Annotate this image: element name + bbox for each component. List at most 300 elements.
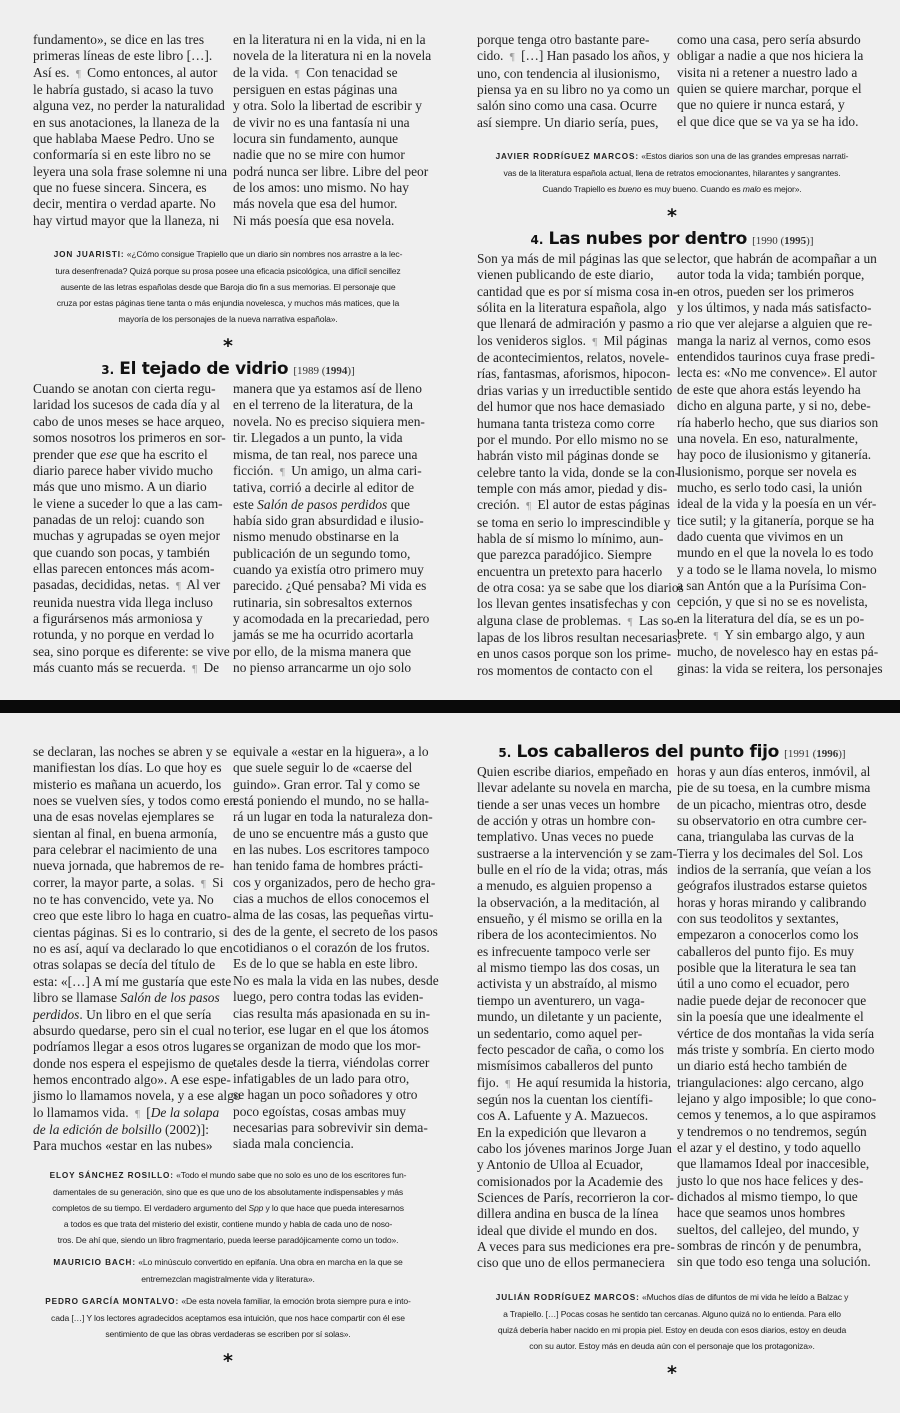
text-line: nadie puede dejar de reconocer que: [677, 992, 867, 1008]
spread-divider: [0, 700, 900, 713]
text-line: no pienso arrancarme un ojo solo: [233, 659, 412, 675]
top-spread: [0, 0, 900, 700]
text-line: hay virtud mayor que la llaneza, ni: [33, 212, 220, 228]
text-line: de este que ahora estás leyendo ha: [677, 381, 861, 397]
text-line: sin la poesía que une idealmente el: [677, 1009, 864, 1025]
text-column: [33, 744, 241, 1155]
text-line: han tenido fama de hombres prácti-: [233, 858, 423, 874]
text-line: vienen publicando de este diario,: [477, 267, 654, 283]
text-line: es infrecuente tampoco verle ser: [477, 943, 651, 959]
quote-text: «¿Cómo consigue Trapiello que un diario sin nombres nos arrastre a la lec-: [126, 249, 403, 260]
text-line: ros momentos de contacto con el: [477, 662, 653, 678]
text-line: cabo los jóvenes marinos Jorge Juan: [477, 1140, 672, 1156]
text-line: entendidos taurinos cuya frase predi-: [677, 349, 875, 365]
pilcrow-icon: ¶: [592, 335, 598, 348]
text-line: comisionados por la Academie des: [477, 1173, 663, 1189]
text-line: rías, fantasmas, aforismos, hipocon-: [477, 366, 671, 382]
text-line: rá un lugar en toda la naturaleza don-: [233, 809, 433, 825]
text-line: le viene a suceder lo que a las cam-: [33, 495, 223, 511]
bottom-left-page: [33, 744, 439, 1372]
text-line: sombras de rincón y de penumbra,: [677, 1237, 862, 1253]
text-line: útil a uno como el ecuador, pero: [677, 976, 850, 992]
text-column: [33, 381, 230, 677]
quote-author: JULIÁN RODRÍGUEZ MARCOS:: [495, 1292, 640, 1302]
text-line: donde nos espera el espejismo de que: [33, 1055, 234, 1071]
text-line: tativa, corrió a decirle al editor de: [233, 480, 415, 496]
pilcrow-icon: ¶: [134, 1107, 140, 1120]
text-line: alguna vez, no perder la naturalidad: [33, 98, 225, 114]
text-line: y los últimos, y nada más satisfacto-: [677, 300, 872, 316]
text-line: Ni más poesía que esa novela.: [233, 212, 395, 228]
text-line: caballeros del punto fijo. Es muy: [677, 943, 855, 959]
section-body: [477, 251, 883, 679]
text-line: ciso que uno de ellos permaneciera: [477, 1255, 665, 1271]
text-line: de acción y otras un hombre con-: [477, 813, 656, 829]
pilcrow-icon: ¶: [627, 615, 633, 628]
text-column: [233, 744, 439, 1155]
text-line: no es así, aquí va declarado lo que en: [33, 941, 233, 957]
text-line: jismo lo llamamos novela, y a ese algo: [33, 1088, 241, 1104]
text-column: [677, 251, 883, 679]
text-line: a figurársenos más armoniosa y: [33, 610, 203, 626]
quote-text: tura desenfrenada? Quizá porque su prosa posee una eficacia psicológica, una difícil sencillez: [55, 266, 401, 277]
section-title: Las nubes por dentro: [548, 229, 747, 250]
text-line: en las nubes. Los escritores tampoco: [233, 842, 430, 858]
text-line: del humor que nos hace demasiado: [477, 399, 665, 415]
text-line: cana, triangulaba las curvas de la: [677, 829, 854, 845]
text-line: equivale a «estar en la higuera», a lo: [233, 744, 429, 759]
text-line: poco egoístas, cosas ambas muy: [233, 1103, 406, 1119]
text-line: locura sin fundamento, aunque: [233, 131, 399, 147]
text-line: activista y un abstraído, al mismo: [477, 976, 657, 992]
text-line: ideal que divide el mundo en dos.: [477, 1222, 658, 1238]
section-title: El tejado de vidrio: [119, 359, 289, 380]
section-dates: [1989 (1994)]: [293, 365, 355, 378]
text-line: templativo. Unas veces no puede: [477, 829, 654, 845]
text-line: dillera andina en busca de la línea: [477, 1206, 659, 1222]
text-line: se toma en serio lo imprescindible y: [477, 514, 671, 530]
text-line: ficción. ¶ Un amigo, un alma cari-: [233, 462, 422, 478]
section-body: [33, 381, 430, 677]
text-column: [477, 32, 670, 131]
text-line: hemos encontrado algo». A ese espe-: [33, 1071, 231, 1087]
text-line: de otra cosa: ya se sabe que los diarios: [477, 579, 684, 595]
text-line: libro se llamase Salón de los pasos: [33, 990, 220, 1006]
text-column: [477, 251, 684, 679]
text-line: manga la nariz al vernos, como esos: [677, 332, 871, 348]
text-line: Ilusionismo, porque ser novela es: [677, 463, 857, 479]
text-line: celebre tanto la vida, donde se la con-: [477, 464, 680, 480]
quote-author: PEDRO GARCÍA MONTALVO:: [45, 1296, 180, 1306]
text-line: que llenará de admiración y pasmo a: [477, 316, 674, 332]
text-line: se hagan un poco soñadores y otro: [233, 1087, 418, 1103]
text-line: Es de lo que se habla en este libro.: [233, 956, 418, 972]
text-line: conformaría si en este libro no se: [33, 147, 211, 163]
text-line: cos A. Lafuente y A. Mazuecos.: [477, 1108, 649, 1124]
text-line: piensa ya en su libro no ya como un: [477, 82, 670, 98]
text-line: sin que todo eso tenga una solución.: [677, 1254, 871, 1270]
text-line: drias varias y un irreductible sentido: [477, 382, 673, 398]
text-line: uno, con tendencia al ilusionismo,: [477, 65, 660, 81]
text-line: se declaran, las noches se abren y se: [33, 744, 228, 759]
quote-text: a Trapiello. […] Pocas cosas he sentido tan cercanas. Alguno quizá no lo entienda. Para ello: [503, 1308, 841, 1319]
text-line: lapas de los libros resultan necesarias,: [477, 629, 681, 645]
section-body: [477, 764, 877, 1272]
text-line: nueva jornada, que habremos de re-: [33, 858, 225, 874]
text-line: le habría gustado, si acaso la tuvo: [33, 82, 214, 98]
text-line: cepción, y que si no se es novelista,: [677, 594, 868, 610]
text-line: perdidos. Un libro en el que sería: [33, 1006, 212, 1022]
bottom-right-page: [477, 742, 877, 1384]
text-line: sueltos, del callejeo, del mundo, y: [677, 1221, 860, 1237]
text-line: A veces para sus mediciones era pre-: [477, 1238, 675, 1254]
pilcrow-icon: ¶: [713, 629, 719, 642]
text-line: Son ya más de mil páginas las que se: [477, 251, 676, 267]
text-line: Sciences de París, recorrieron la cor-: [477, 1189, 674, 1205]
quote-text: mayoría de los personajes de la nueva narrativa española».: [118, 314, 338, 325]
text-line: en la literatura ni en la vida, ni en la: [233, 32, 426, 47]
text-line: una de esas novelas ejemplares se: [33, 809, 215, 825]
text-line: triangulaciones: algo cercano, algo: [677, 1074, 864, 1090]
text-line: hace que seamos unos hombres: [677, 1205, 846, 1221]
text-line: nismo menudo obstinarse en la: [233, 529, 399, 545]
text-line: por el mundo. Por ello mismo no se: [477, 431, 669, 447]
text-line: lecta es: «No me convence». El autor: [677, 365, 877, 381]
text-line: laridad los sucesos de cada día y al: [33, 397, 221, 413]
text-line: parecido. ¿Qué pensaba? Mi vida es: [233, 578, 427, 594]
asterisk-separator: *: [223, 335, 233, 358]
text-line: hay poco de ilusionismo y gitanería.: [677, 447, 872, 463]
text-line: que llamamos Ideal por inaccesible,: [677, 1156, 870, 1172]
asterisk-separator: *: [667, 205, 677, 228]
text-line: sientan al final, en buena armonía,: [33, 825, 218, 841]
text-line: mismísimos caballeros del punto: [477, 1058, 653, 1074]
text-line: alma de las cosas, las pequeñas virtu-: [233, 907, 434, 923]
text-line: en unos casos porque son los prime-: [477, 646, 672, 662]
text-line: tice sutil; y la gitanería, porque se ha: [677, 512, 875, 528]
text-line: nadie que no se mire con humor: [233, 147, 405, 163]
text-line: ribera de los acontecimientos. No: [477, 927, 657, 943]
text-line: más que uno mismo. A un diario: [33, 479, 207, 495]
text-line: habla de sí mismo lo mínimo, aun-: [477, 530, 664, 546]
text-line: en la literatura del día, se es un po-: [677, 610, 865, 626]
text-column: [233, 32, 432, 229]
text-line: por ello, de la misma manera que: [233, 643, 412, 659]
text-line: que hablaba Maese Pedro. Uno se: [33, 131, 215, 147]
text-line: horas y aun días enteros, inmóvil, al: [677, 764, 871, 779]
text-line: lo llamamos vida. ¶ [De la solapa: [33, 1104, 220, 1120]
text-line: en otros, pueden ser los primeros: [677, 283, 855, 299]
text-line: que parezca paradójico. Siempre: [477, 547, 652, 563]
text-line: misma, de tan real, nos parece una: [233, 446, 418, 462]
text-line: más novela que esa del humor.: [233, 196, 398, 212]
text-line: siada mala conciencia.: [233, 1136, 354, 1152]
text-line: los llevan gentes insatisfechas y con: [477, 596, 671, 612]
text-line: lector, que habrán de acompañar a un: [677, 251, 877, 267]
quote-text: Cuando Trapiello es bueno es muy bueno. Cuando es malo es mejor».: [542, 184, 802, 195]
text-line: primeras líneas de este libro […].: [33, 48, 213, 64]
quote-author: JAVIER RODRÍGUEZ MARCOS:: [495, 152, 639, 162]
text-line: bulle en el río de la vida; otras, más: [477, 862, 668, 878]
section-title: Los caballeros del punto fijo: [516, 742, 780, 762]
quote-text: entremezclan magistralmente vida y literatura».: [141, 1273, 315, 1284]
text-line: tiempo un aventurero, un vaga-: [477, 992, 645, 1008]
quote-text: cada […] Y los lectores agradecidos aceptamos esa intuición, que nos hace compartir con él ese: [51, 1312, 405, 1323]
text-line: fecto pescador de caña, o como los: [477, 1041, 665, 1057]
text-line: un sedentario, como aquel per-: [477, 1025, 643, 1041]
text-line: panadas de un reloj: cuando son: [33, 511, 205, 527]
text-line: encuentra un pretexto para hacerlo: [477, 563, 663, 579]
text-line: temple con más amor, piedad y dis-: [477, 480, 668, 496]
bottom-spread: [0, 713, 900, 1413]
text-line: dado cuenta que vivimos en un: [677, 528, 844, 544]
quote-text: sentimiento de que las obras verdaderas se escriben por sí solas».: [105, 1328, 351, 1339]
text-line: ensueño, y él mismo se orilla en la: [477, 911, 663, 927]
body-text-continuation: [33, 32, 432, 229]
text-line: diario parece haber vivido mucho: [33, 462, 213, 478]
text-line: salón sino como una casa. Ocurre: [477, 98, 657, 114]
asterisk-separator: *: [667, 1361, 677, 1384]
quote-text: quizá debería haber nacido en mi propia piel. Estoy en deuda con esos diarios, estoy en deuda: [497, 1324, 847, 1335]
text-line: jamás se me ha ocurrido acortarla: [233, 627, 414, 643]
text-line: este Salón de pasos perdidos que: [233, 496, 410, 512]
critic-quote: [477, 148, 867, 197]
text-line: y tendremos o no tendremos, según: [677, 1123, 867, 1139]
text-line: el azar y el destino, y todo aquello: [677, 1139, 861, 1155]
asterisk-separator: *: [223, 1349, 233, 1372]
text-line: otras solapas se decía del título de: [33, 957, 216, 973]
text-line: de los amos: uno mismo. No hay: [233, 180, 409, 196]
pilcrow-icon: ¶: [505, 1077, 511, 1090]
text-line: fundamento», se dice en las tres: [33, 32, 205, 47]
section-number: 3.: [101, 363, 115, 378]
text-line: vértice de dos montañas la vida sería: [677, 1025, 875, 1041]
pilcrow-icon: ¶: [279, 465, 285, 478]
text-line: fijo. ¶ He aquí resumida la historia,: [477, 1074, 671, 1090]
quote-text: a todos es que trata del misterio del existir, contiene mundo y habla de cada uno de noso-: [63, 1218, 393, 1229]
text-line: infatigables de un lado para otro,: [233, 1070, 410, 1086]
text-line: leyera una sola frase solemne ni una: [33, 163, 228, 179]
text-line: Así es. ¶ Como entonces, al autor: [33, 64, 218, 80]
pilcrow-icon: ¶: [294, 67, 300, 80]
text-line: como una casa, pero sería absurdo: [677, 32, 861, 47]
text-line: des de la gente, el secreto de los pasos: [233, 923, 438, 939]
text-line: así siempre. Un diario sería, pues,: [477, 114, 659, 130]
text-line: noes se vuelven síes, y todos como en: [33, 793, 237, 809]
text-line: tiende a ser unas veces un hombre: [477, 796, 660, 812]
section-heading: [477, 742, 867, 764]
text-line: de vivir no es una fantasía ni una: [233, 114, 410, 130]
quote-author: JON JUARISTI:: [53, 250, 125, 260]
text-line: Tierra y los decimales del Sol. Los: [677, 845, 863, 861]
text-line: la observación, a la meditación, al: [477, 894, 660, 910]
text-line: novela de la literatura ni en la novela: [233, 48, 432, 64]
text-line: con sus teodolitos y sextantes,: [677, 911, 839, 927]
text-line: esta: «[…] A mí me gustaría que este: [33, 973, 232, 989]
text-line: en el terreno de la literatura, de la: [233, 397, 413, 413]
text-line: creción. ¶ El autor de estas páginas: [477, 497, 670, 513]
text-line: mundo, un diletante y un paciente,: [477, 1009, 662, 1025]
text-line: cuando ya existía otro primero muy: [233, 561, 424, 577]
text-line: rotunda, y no porque en verdad lo: [33, 627, 215, 643]
text-line: de acontecimientos, relatos, novele-: [477, 350, 670, 366]
text-line: obligar a nadie a que nos hiciera la: [677, 48, 864, 64]
text-line: correr, la mayor parte, a solas. ¶ Si: [33, 874, 224, 890]
text-line: prender que ese que ha escrito el: [33, 446, 208, 462]
quote-text: vas de la literatura española actual, llena de retratos emocionantes, hilarantes y sangrantes.: [503, 168, 841, 179]
text-line: No es mala la vida en las nubes, desde: [233, 972, 439, 988]
text-line: un diario está hecho también de: [677, 1058, 847, 1074]
quote-author: ELOY SÁNCHEZ ROSILLO:: [49, 1170, 174, 1180]
text-line: cias resulta más apasionada en su in-: [233, 1005, 431, 1021]
text-line: sea, sino porque es diferente: se vive: [33, 643, 230, 659]
text-line: decir, mentira o verdad aparte. No: [33, 196, 216, 212]
text-line: se organizan de modo que los mor-: [233, 1038, 421, 1054]
text-line: publicación de un segundo tomo,: [233, 545, 411, 561]
critic-quote: [33, 1254, 423, 1287]
section-dates: [1991 (1996)]: [784, 748, 846, 760]
text-line: podríamos llegar a esos otros lugares: [33, 1039, 232, 1055]
text-line: sólita en la literatura española, algo: [477, 300, 667, 316]
quote-text: «De esta novela familiar, la emoción brota siempre pura e into-: [181, 1295, 411, 1306]
text-line: llevar adelante su novela en marcha,: [477, 780, 672, 796]
pilcrow-icon: ¶: [200, 877, 206, 890]
critic-quote: [33, 1167, 423, 1248]
text-line: justo lo que nos hace felices y des-: [677, 1172, 864, 1188]
text-line: lejano y algo imposible; lo que cono-: [677, 1090, 877, 1106]
text-line: sustraerse a la intervención y se zam-: [477, 845, 678, 861]
text-line: guindo». Gran error. Tal y como se: [233, 776, 420, 792]
text-line: misterio es mañana un acuerdo, los: [33, 776, 222, 792]
text-line: a san Antón que a la Purísima Con-: [677, 577, 867, 593]
text-line: habrán visto mil páginas donde se: [477, 448, 659, 464]
text-line: brete. ¶ Y sin embargo algo, y aun: [677, 626, 865, 642]
text-line: que cuando son pocas, y también: [33, 544, 211, 560]
quote-text: con su autor. Estoy más en deuda aún con el personaje que los protagoniza».: [529, 1340, 815, 1351]
pilcrow-icon: ¶: [509, 51, 515, 64]
text-line: cido. ¶ […] Han pasado los años, y: [477, 48, 670, 64]
top-right-page: [477, 32, 883, 679]
text-line: y Antonio de Ulloa al Ecuador,: [477, 1157, 644, 1173]
quote-text: «Todo el mundo sabe que no solo es uno de los escritores fun-: [176, 1169, 407, 1180]
text-line: manifiestan los días. Lo que hoy es: [33, 760, 222, 776]
text-line: que no fuese sincera. Sincera, es: [33, 180, 207, 196]
pilcrow-icon: ¶: [75, 67, 81, 80]
quote-author: MAURICIO BACH:: [53, 1257, 137, 1267]
pilcrow-icon: ¶: [192, 662, 198, 675]
text-line: que no quiere ir nunca estará, y: [677, 97, 845, 113]
text-column: [677, 32, 867, 131]
section-dates: [1990 (1995)]: [752, 235, 814, 248]
section-heading: [33, 359, 423, 381]
text-line: no te has convencido, vete ya. No: [33, 892, 214, 908]
quote-text: «Estos diarios son una de las grandes empresas narrati-: [641, 151, 849, 162]
text-line: autor toda la vida; también porque,: [677, 267, 865, 283]
text-line: ideal de la vida y la poesía en un vér-: [677, 496, 877, 512]
body-text-continuation: [33, 744, 439, 1155]
text-line: Quien escribe diarios, empeñado en: [477, 764, 669, 779]
text-line: cabo de unos meses se hace arqueo,: [33, 413, 225, 429]
text-line: dicho en alguna parte, y si no, debe-: [677, 398, 871, 414]
text-line: el que dice que se va ya se ha ido.: [677, 113, 859, 129]
text-line: creo que este libro lo haga en cuatro-: [33, 908, 232, 924]
text-line: y acomodada en la precariedad, pero: [233, 610, 430, 626]
text-column: [477, 764, 678, 1272]
text-line: ellas parecen entonces más acom-: [33, 560, 215, 576]
text-column: [677, 764, 877, 1272]
text-line: cotidianos o el corazón de los frutos.: [233, 940, 430, 956]
text-line: porque tenga otro bastante pare-: [477, 32, 650, 47]
text-line: rutinaria, sin sobresaltos externos: [233, 594, 413, 610]
pilcrow-icon: ¶: [526, 500, 532, 513]
text-line: mucho, de novelesco hay en estas pá-: [677, 644, 879, 660]
text-line: luego, pero contra todas las eviden-: [233, 989, 424, 1005]
text-line: novela. No es preciso siquiera men-: [233, 413, 425, 429]
text-line: de la vida. ¶ Con tenacidad se: [233, 64, 398, 80]
text-line: geógrafos ilustrados estarse quietos: [677, 878, 868, 894]
quote-text: completos de su tiempo. El verdadero argumento del Spp y lo que hace que pueda interesarnos: [52, 1202, 404, 1213]
text-line: cemos y tenemos, a lo que aspiramos: [677, 1107, 876, 1123]
quote-text: cruza por estas páginas tiene tanta o más enjundia novelesca, y muchos más matices, que la: [56, 298, 400, 309]
text-line: en sus anotaciones, la llaneza de la: [33, 114, 220, 130]
text-line: mundo en el que la novela lo es todo: [677, 545, 874, 561]
text-line: podrá nunca ser libre. Libre del peor: [233, 163, 429, 179]
text-line: reunida nuestra vida llega incluso: [33, 594, 213, 610]
text-line: manera que ya estamos así de lleno: [233, 381, 422, 397]
critic-quote: [33, 246, 423, 327]
quote-text: «Lo minúsculo convertido en epifanía. Una obra en marcha en la que se: [138, 1256, 403, 1267]
text-line: y a todo se le llama novela, lo mismo: [677, 561, 877, 577]
text-line: que suele seguir lo de «caerse del: [233, 760, 413, 776]
text-line: su observatorio en otra cumbre cer-: [677, 813, 867, 829]
text-line: a menudo, es alguien propenso a: [477, 878, 652, 894]
text-line: más cuanto más se recuerda. ¶ De: [33, 659, 220, 675]
text-line: ginas: la vida se reitera, los personajes: [677, 660, 883, 676]
critic-quote: [477, 1289, 867, 1354]
text-line: al mismo tiempo las dos cosas, un: [477, 960, 660, 976]
text-line: Para muchos «estar en las nubes»: [33, 1138, 213, 1154]
text-line: de la edición de bolsillo (2002)]:: [33, 1121, 209, 1137]
text-line: posible que la literatura le sea tan: [677, 960, 857, 976]
text-line: horas y horas mirando y calibrando: [677, 894, 867, 910]
text-line: absurdo quedarse, pero sin el cual no: [33, 1022, 232, 1038]
text-line: los venideros siglos. ¶ Mil páginas: [477, 332, 668, 348]
body-text-continuation: [477, 32, 867, 131]
text-line: de un picacho, mientras otro, desde: [677, 796, 867, 812]
text-line: pasadas, decididas, netas. ¶ Al ver: [33, 577, 221, 593]
text-line: de uno se encuentre más a gusto que: [233, 825, 429, 841]
critic-quote: [33, 1293, 423, 1342]
text-line: Cuando se anotan con cierta regu-: [33, 381, 216, 397]
text-line: empezaron a conocerlos como los: [677, 927, 859, 943]
top-left-page: [33, 32, 432, 677]
text-line: indios de la serranía, que veían a los: [677, 862, 872, 878]
text-line: cos y organizados, pero de hecho gra-: [233, 874, 436, 890]
text-line: ría haberlo hecho, que sus diarios son: [677, 414, 879, 430]
text-line: terior, ese lugar en el que los átomos: [233, 1021, 429, 1037]
text-line: según nos la cuentan los científi-: [477, 1091, 653, 1107]
quote-text: tros. De ahí que, siendo un libro fragmentario, pueda leerse paradójicamente como un todo».: [57, 1234, 399, 1245]
text-line: más triste y sombría. En cierto modo: [677, 1041, 875, 1057]
quote-text: ausente de las letras españolas desde que Baroja dio fin a sus memorias. El personaje que: [60, 282, 396, 293]
text-line: persiguen en estas páginas una: [233, 82, 398, 98]
text-line: mucho, es serlo todo casi, la unión: [677, 479, 863, 495]
text-line: y otra. Solo la libertad de escribir y: [233, 98, 422, 114]
text-line: quien se quiere marchar, porque el: [677, 81, 862, 97]
text-line: rio que ver alejarse a alguien que re-: [677, 316, 873, 332]
text-line: tir. Llegados a un punto, la vida: [233, 430, 403, 446]
text-line: somos nosotros los primeros en sor-: [33, 430, 226, 446]
